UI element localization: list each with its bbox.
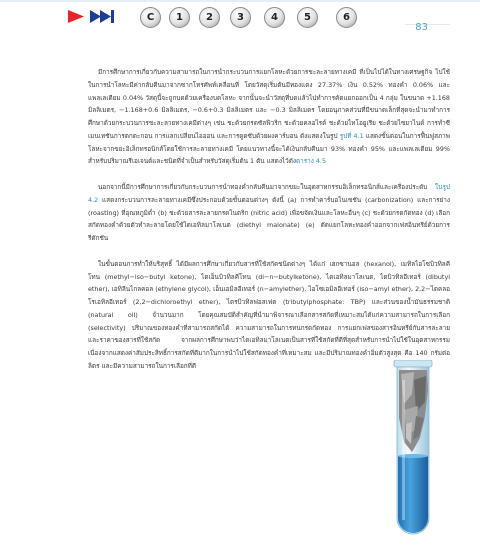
chapter-button-1[interactable]: 1 [169,7,190,28]
body-text [88,66,450,386]
chapter-button-2[interactable]: 2 [199,7,220,28]
chapter-button-5[interactable]: 5 [297,7,318,28]
figure-link[interactable]: ตาราง 4.5 [296,157,327,166]
play-icon[interactable] [68,10,84,23]
figure-link[interactable]: รูปที่ 4.1 [339,131,364,140]
text-run: แสดงกระบวนการละลายทางเคมีซึ่งประกอบด้วยขั้นตอนต่างๆ ดังนี้ (a) การทำคาร์บอไนเซชัน (carbonization) และการย่าง (roasting) ที่อุณหภูมิต่ำ (b) ชะด้วยสารละลายกรดไนตริก (nitric acid) เพื่อขจัดเงินและโลหะอื่นๆ (c) ชะด้วยกรดกัดทอง (d) เลือกสกัดทองคำด้วยตัวทำละลายโดยใช้ไดเอทิลมาโลเนต (diethyl malonate) (e) ตัดแยกโลหะทองคำออกจากเฟสอินทรีย์ด้วยการรีดักชัน [88,195,450,242]
paragraph-1 [88,66,450,168]
chapter-button-4[interactable]: 4 [264,7,285,28]
text-run: นอกจากนี้มีการศึกษาการเกี่ยวกับกระบวนการนำทองคำกลับคืนมาจากขยะในอุตสาหกรรมอิเล็กทรอนิกส์และเครื่องประดับ [98,183,436,191]
chapter-button-3[interactable]: 3 [230,7,251,28]
text-run: แสดงขั้นตอนในการฟื้นฟูสภาพโลหะจากขยะอิเล็กทรอนิกส์โดยใช้การละลายทางเคมี โดยแนวทางนี้จะได้เงินกลับคืนมา 93% ทองคำ 95% และแพลเลเดียม 99% สำหรับปริมาณรีเอเจนต์และชนิดที่จำเป็นสำหรับวัสดุเริ่มต้น 1 ตัน แสดงไว้ดัง [88,131,450,166]
text-run: มีการศึกษาการเกี่ยวกับความสามารถในการนำกระบวนการแยกโลหะด้วยการชะละลายทางเคมี ที่เป็นไปได้ในทางเศรษฐกิจ ไปใช้ในการนำโลหะมีค่ากลับคืนมาจากซากโทรศัพท์เคลื่อนที่ โดยวัสดุเริ่มต้นมีทองแดง 27.37% เงิน 0.52% ทองคำ 0.06% และแพลเลเดียม 0.04% วัสดุนี้จะถูกบดด้วยเครื่องบดโลหะ จากนั้นจะนำวัสดุที่บดแล้วไปทำการคัดแยกออกเป็น 4 กลุ่ม ในขนาด +1.168 มิลลิเมตร, −1.168+0.6 มิลลิเมตร, −0.6+0.3 มิลลิเมตร และ −0.3 มิลลิเมตร โดยอนุภาคส่วนที่มีขนาดเล็กที่สุดจะนำมาทำการศึกษาด้วยกระบวนการชะละลายทางเคมีต่างๆ เช่น ชะด้วยกรดซัลฟิวริก ชะด้วยคลอไรด์ ชะด้วยไทโอยูเรีย ชะด้วยไซยาไนด์ การทำซีเมนเทชันการตกตะกอน การแลกเปลี่ยนไอออน และการดูดซับด้วยผงคาร์บอน ดังแสดงในรูป [88,68,450,140]
text-run: ในขั้นตอนการทำให้บริสุทธิ์ ได้มีผลการศึกษาเกี่ยวกับสารที่ใช้สกัดชนิดต่างๆ ได้แก่ เฮกซานอล (hexanol), เมทิลไอโซบิวทิลคีโทน (methyl−iso−butyl ketone), ไดเอ็นบิวทิลคีโทน (di−n−butylketone), ไดเอทิลมาโลเนต, ไดบิวทิลอีเทอร์ (dibutyl ether), เอทิลีนไกลคอล (ethylene glycol), เอ็นเอมิลอีเทอร์ (n−amylether), ไอโซเอมิลอีเทอร์ (iso−amyl ether), 2,2−ไดคลอโรเอทิลอีเทอร์ (2,2−dichloroethyl ether), ไตรบิวทิลฟอสเฟต (tributylphosphate: TBP) และส่วนของน้ำมันธรรมชาติ (natural oil) จำนวนมาก โดยคุณสมบัติสำคัญที่นำมาพิจารณาเลือกสารสกัดที่เหมาะสมได้แก่ความสามารถในการเลือก (selectivity) ปริมาณของทองคำที่สามารถสกัดได้ ความสามารถในการทนกรดกัดทอง การแยกเฟสของสารอินทรีย์กับสารละลาย และราคาของสารที่ใช้สกัด จากผลการศึกษาพบว่าไดเอทิลมาโลเนตเป็นสารที่ใช้สกัดที่ดีที่สุดสำหรับการนำไปใช้ในอุตสาหกรรม เนื่องจากแสดงค่าสัมประสิทธิ์การสกัดที่ดีมากในการนำไปใช้สกัดทองคำที่เหมาะสม และมีปริมาณทองคำอิ่มตัวสูงสุด คือ 140 กรัมต่อลิตร และมีความสามารถในการเลือกที่ดี [88,259,450,370]
top-band [0,0,480,2]
test-tube-illustration [392,360,434,540]
figure-link[interactable]: ในรูป 4.2 [88,183,450,204]
paragraph-2 [88,181,450,245]
chapter-button-c[interactable]: C [140,7,161,28]
paragraph-3 [88,258,450,373]
page-number: 83 [415,22,428,33]
next-chapter-icon[interactable] [90,10,114,23]
chapter-button-6[interactable]: 6 [336,7,357,28]
top-navigation-bar [0,0,480,34]
